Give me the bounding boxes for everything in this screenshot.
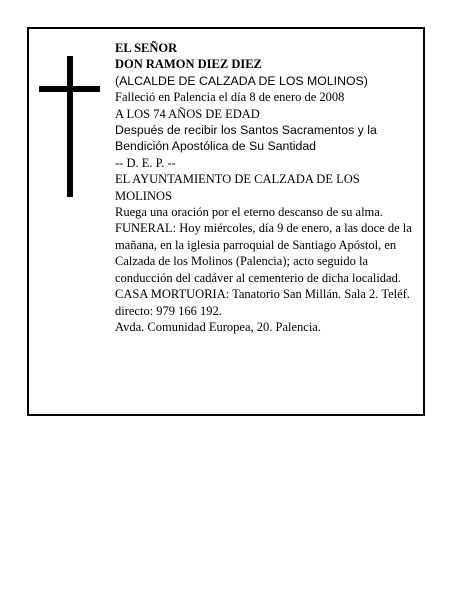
mourning-family: EL AYUNTAMIENTO DE CALZADA DE LOS MOLINOS [115, 172, 360, 203]
funeral-details: FUNERAL: Hoy miércoles, día 9 de enero, a las doce de la mañana, en la iglesia parroquial de Santiago Apóstol, en Calzada de los Molinos (Palencia); acto seguido la conducción del cadáver al cementerio de dicha localidad. [115, 221, 412, 285]
prayer-request: Ruega una oración por el eterno descanso de su alma. [115, 205, 383, 220]
age-statement: A LOS 74 AÑOS DE EDAD [115, 106, 260, 121]
death-statement: Falleció en Palencia el día 8 de enero de 2008 [115, 90, 345, 105]
address-line: Avda. Comunidad Europea, 20. Palencia. [115, 319, 321, 334]
cross-icon-bar [39, 86, 100, 92]
mortuary-details: CASA MORTUORIA: Tanatorio San Millán. Sala 2. Teléf. directo: 979 166 192. [115, 287, 410, 318]
deceased-title: EL SEÑOR [115, 41, 178, 55]
deceased-name: DON RAMON DIEZ DIEZ [115, 57, 262, 72]
deceased-position: (ALCALDE DE CALZADA DE LOS MOLINOS) [115, 73, 368, 88]
rip-line: -- D. E. P. -- [115, 155, 176, 170]
cross-icon [67, 56, 73, 197]
sacraments-statement: Después de recibir los Santos Sacramentos y la Bendición Apostólica de Su Santidad [115, 123, 377, 154]
obituary-notice [27, 27, 425, 416]
obituary-text [115, 40, 415, 335]
